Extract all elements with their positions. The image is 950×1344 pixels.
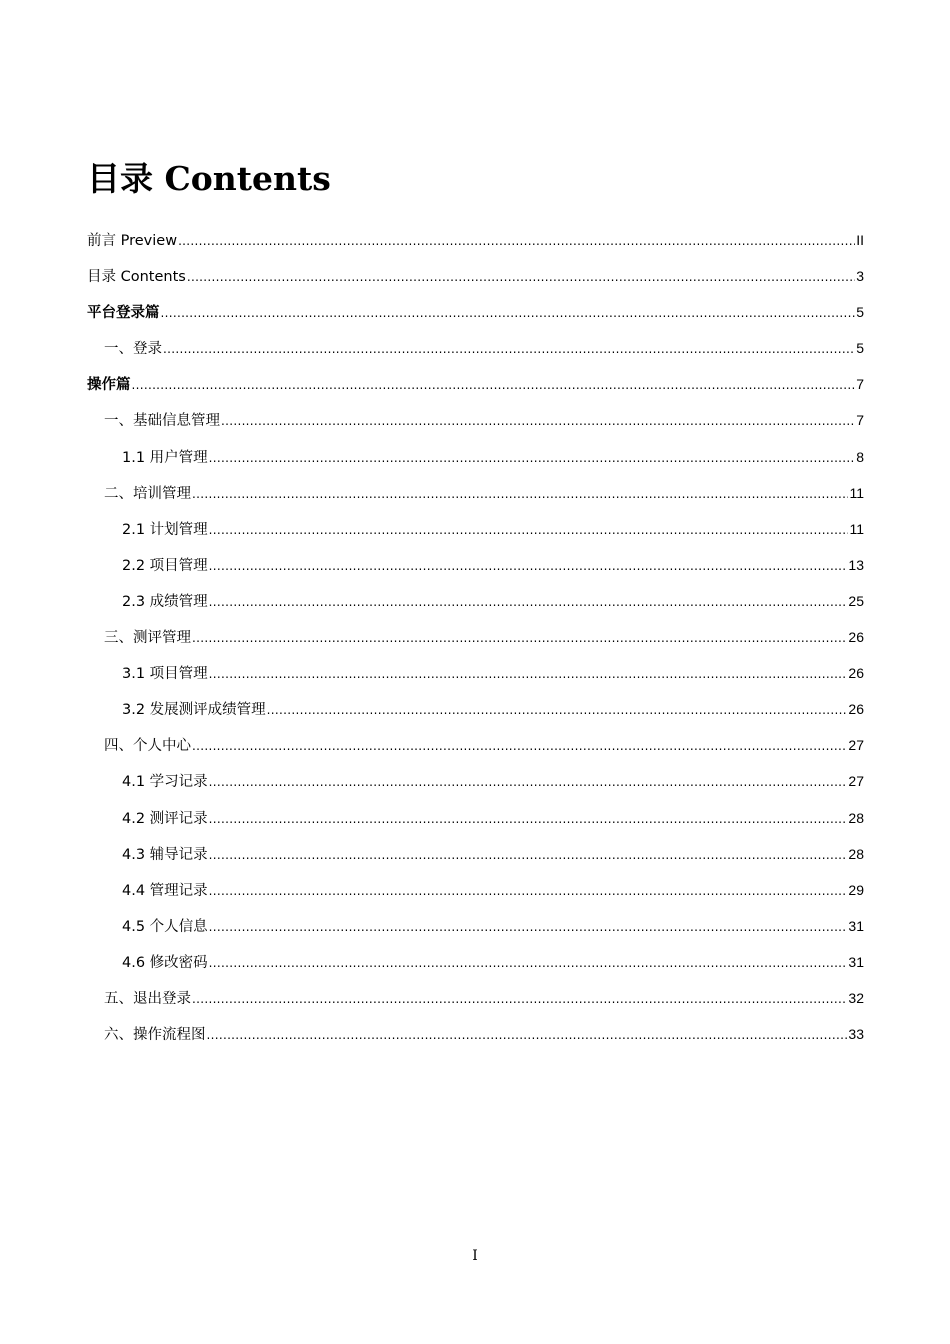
toc-dot-leader — [192, 476, 848, 512]
toc-entry-title: 4.1 学习记录 — [122, 774, 208, 791]
toc-entry-title: 二、培训管理 — [104, 485, 191, 502]
toc-dot-leader — [267, 692, 848, 728]
toc-entry[interactable] — [87, 691, 864, 727]
toc-entry[interactable] — [87, 619, 864, 655]
toc-entry-title: 4.6 修改密码 — [122, 954, 208, 971]
page-title: 目录 Contents — [87, 159, 331, 198]
toc-entry[interactable] — [87, 872, 864, 908]
toc-dot-leader — [132, 367, 856, 403]
toc-entry[interactable] — [87, 258, 864, 294]
toc-entry[interactable] — [87, 583, 864, 619]
toc-dot-leader — [192, 728, 847, 764]
toc-entry[interactable] — [87, 800, 864, 836]
toc-entry-page-number: 11 — [849, 484, 864, 501]
toc-entry[interactable] — [87, 655, 864, 691]
toc-entry-title: 3.1 项目管理 — [122, 666, 208, 683]
toc-dot-leader — [161, 295, 856, 331]
toc-entry-page-number: 27 — [848, 737, 864, 754]
toc-dot-leader — [207, 1017, 848, 1053]
toc-entry-page-number: 13 — [848, 556, 864, 573]
toc-entry[interactable] — [87, 908, 864, 944]
toc-entry-page-number: 8 — [856, 448, 864, 465]
toc-entry[interactable] — [87, 836, 864, 872]
toc-entry[interactable] — [87, 366, 864, 402]
toc-dot-leader — [209, 584, 848, 620]
toc-entry-page-number: 32 — [848, 989, 864, 1006]
table-of-contents — [87, 222, 864, 1052]
toc-entry-title: 前言 Preview — [87, 233, 178, 249]
page-number: I — [472, 1248, 478, 1264]
toc-entry[interactable] — [87, 1016, 864, 1052]
toc-entry-page-number: 5 — [856, 304, 864, 321]
toc-entry-page-number: 28 — [848, 809, 864, 826]
toc-entry-title: 4.3 辅导记录 — [122, 846, 208, 863]
toc-dot-leader — [209, 945, 848, 981]
toc-dot-leader — [209, 656, 848, 692]
toc-dot-leader — [163, 331, 855, 367]
toc-entry-title: 六、操作流程图 — [104, 1027, 206, 1044]
toc-entry-title: 一、登录 — [104, 341, 162, 358]
toc-entry-page-number: 26 — [848, 629, 864, 646]
toc-entry-page-number: 29 — [848, 881, 864, 898]
toc-entry-page-number: 31 — [848, 953, 864, 970]
toc-entry[interactable] — [87, 980, 864, 1016]
toc-entry-page-number: 5 — [856, 340, 864, 357]
toc-dot-leader — [209, 512, 849, 548]
toc-entry[interactable] — [87, 547, 864, 583]
toc-entry-title: 4.5 个人信息 — [122, 918, 208, 935]
toc-dot-leader — [209, 764, 848, 800]
toc-dot-leader — [209, 909, 848, 945]
toc-entry[interactable] — [87, 330, 864, 366]
toc-entry-page-number: 26 — [848, 665, 864, 682]
toc-dot-leader — [209, 873, 848, 909]
toc-entry-page-number: 33 — [848, 1026, 864, 1043]
toc-entry[interactable] — [87, 222, 864, 258]
toc-entry-page-number: II — [856, 232, 864, 248]
toc-entry-page-number: 28 — [848, 845, 864, 862]
toc-entry[interactable] — [87, 294, 864, 330]
toc-dot-leader — [209, 440, 856, 476]
toc-dot-leader — [221, 403, 855, 439]
toc-entry-title: 操作篇 — [87, 377, 131, 394]
toc-entry-title: 一、基础信息管理 — [104, 413, 220, 430]
toc-entry[interactable] — [87, 402, 864, 438]
toc-entry-page-number: 7 — [856, 376, 864, 393]
toc-entry[interactable] — [87, 727, 864, 763]
toc-entry-title: 平台登录篇 — [87, 305, 160, 322]
toc-dot-leader — [178, 223, 855, 259]
toc-entry-title: 2.2 项目管理 — [122, 557, 208, 574]
toc-entry-page-number: 3 — [856, 268, 864, 285]
toc-entry-page-number: 7 — [856, 412, 864, 429]
toc-dot-leader — [209, 801, 848, 837]
toc-entry[interactable] — [87, 439, 864, 475]
toc-entry-title: 四、个人中心 — [104, 738, 191, 755]
toc-entry-title: 三、测评管理 — [104, 630, 191, 647]
toc-dot-leader — [187, 259, 855, 295]
toc-entry-title: 4.4 管理记录 — [122, 882, 208, 899]
toc-entry-title: 2.1 计划管理 — [122, 521, 208, 538]
toc-dot-leader — [209, 548, 848, 584]
toc-entry-title: 目录 Contents — [87, 269, 186, 286]
toc-entry[interactable] — [87, 475, 864, 511]
toc-entry-title: 2.3 成绩管理 — [122, 593, 208, 610]
toc-entry-page-number: 25 — [848, 592, 864, 609]
toc-entry[interactable] — [87, 511, 864, 547]
toc-entry[interactable] — [87, 944, 864, 980]
toc-entry-title: 1.1 用户管理 — [122, 449, 208, 466]
toc-entry-page-number: 26 — [848, 701, 864, 718]
toc-entry[interactable] — [87, 763, 864, 799]
toc-dot-leader — [192, 981, 847, 1017]
toc-entry-page-number: 31 — [848, 917, 864, 934]
toc-entry-title: 五、退出登录 — [104, 990, 191, 1007]
toc-dot-leader — [192, 620, 847, 656]
toc-entry-page-number: 27 — [848, 773, 864, 790]
toc-entry-title: 3.2 发展测评成绩管理 — [122, 702, 266, 719]
toc-entry-page-number: 11 — [849, 520, 864, 537]
toc-dot-leader — [209, 837, 848, 873]
toc-entry-title: 4.2 测评记录 — [122, 810, 208, 827]
